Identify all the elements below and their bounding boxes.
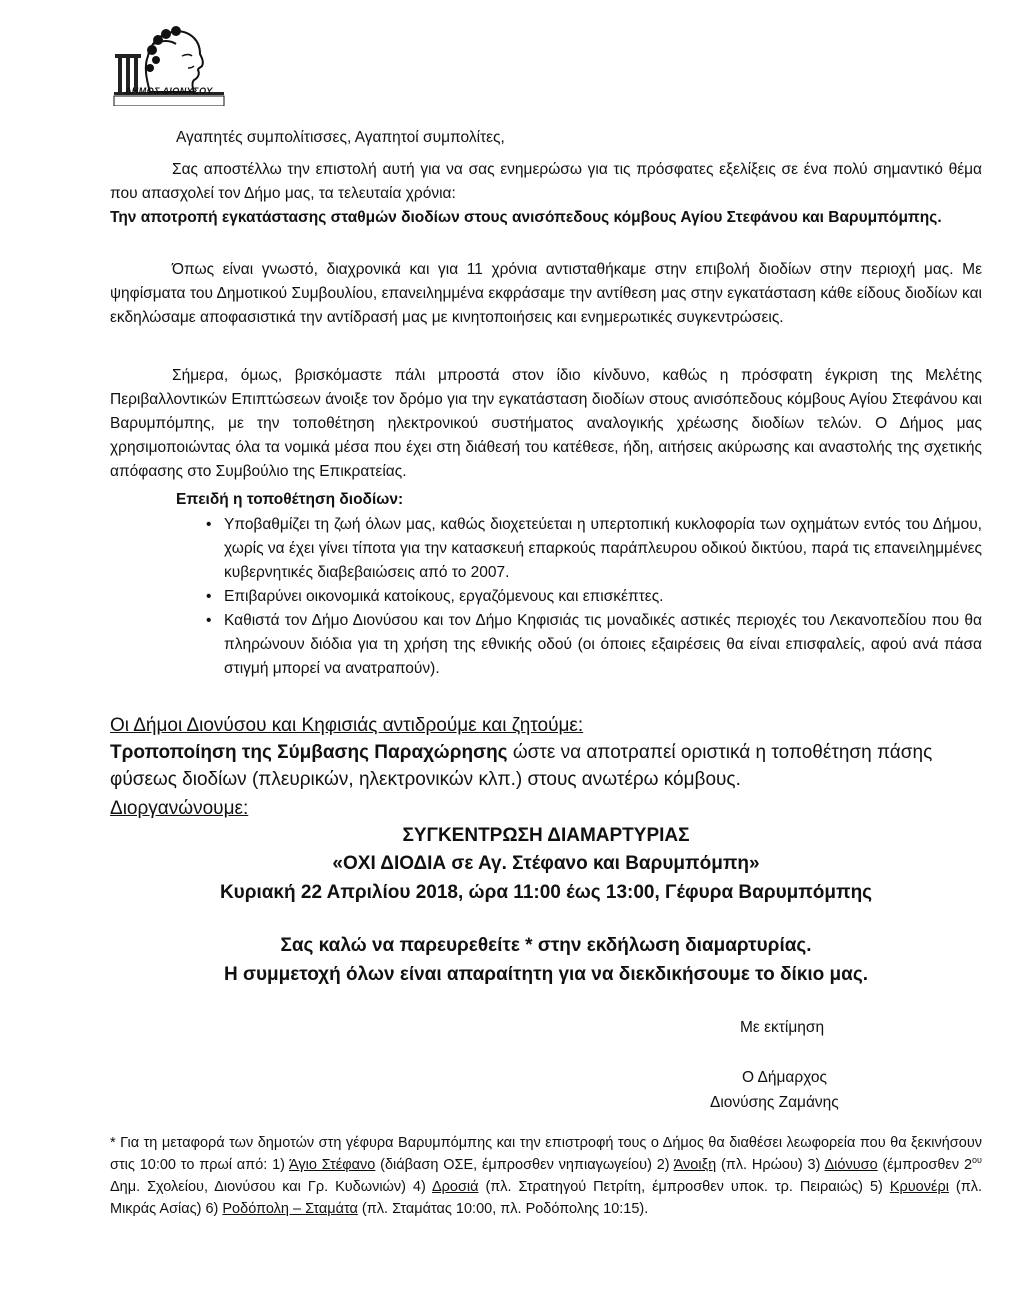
list-item-text: Καθιστά τον Δήμο Διονύσου και τον Δήμο Κηφισιάς τις μοναδικές αστικές περιοχές του Λεκανοπεδίου που θα πληρώνουν διόδια για τη χρήση της εθνικής οδού (οι όποιες εξαιρέσεις θα είναι επισφαλείς, αφού ανά πάσα στιγμή μπορεί να ανατραπούν).: [224, 612, 982, 677]
stop-anoixi: Άνοιξη: [673, 1157, 717, 1173]
logo-caption: ΔΗΜΟΣ ΔΙΟΝΥΣΟΥ: [125, 86, 213, 96]
signature-role: Ο Δήμαρχος: [742, 1069, 828, 1086]
greeting: Αγαπητές συμπολίτισσες, Αγαπητοί συμπολίτες,: [176, 129, 505, 146]
history-paragraph: Όπως είναι γνωστό, διαχρονικά και για 11 χρόνια αντισταθήκαμε στην επιβολή διοδίων στην περιοχή μας. Με ψηφίσματα του Δημοτικού Συμβουλίου, επανειλημμένα εκφράσαμε την αντίθεση μας στην εγκατάσταση κάθε είδους διοδίων και εκδηλώσαμε αποφασιστικά την αντίδρασή μας με κινητοποιήσεις και ενημερωτικές συγκεντρώσεις.: [110, 261, 982, 326]
footnote-text: * Για τη μεταφορά των δημοτών στη γέφυρα Βαρυμπόμπης και την επιστροφή τους ο Δήμος θα διαθέσει λεωφορεία που θα ξεκινήσουν στις 10:00 το πρωί από: 1): [110, 1135, 982, 1173]
list-item: [206, 585, 982, 609]
event-when-where: Κυριακή 22 Απριλίου 2018, ώρα 11:00 έως 13:00, Γέφυρα Βαρυμπόμπης: [219, 882, 873, 903]
footnote-text: (πλ. Μικράς Ασίας) 6): [110, 1179, 983, 1217]
footnote: [110, 1132, 982, 1220]
demand-bold-text: Τροποποίηση της Σύμβασης Παραχώρησης: [110, 742, 508, 763]
demand-heading: Οι Δήμοι Διονύσου και Κηφισιάς αντιδρούμε και ζητούμε:: [110, 715, 584, 736]
bullet-icon: •: [206, 516, 212, 533]
stop-drosia: Δροσιά: [431, 1179, 479, 1195]
list-item-text: Υποβαθμίζει τη ζωή όλων μας, καθώς διοχετεύεται η υπερτοπική κυκλοφορία των οχημάτων εντός του Δήμου, χωρίς να έχει γίνει τίποτα για την κατασκευή επαρκούς παράπλευρου οδικού δικτύου, παρά τις επανειλημμένες κυβερνητικές διαβεβαιώσεις από το 2007.: [224, 516, 982, 581]
event-invite: Σας καλώ να παρευρεθείτε * στην εκδήλωση διαμαρτυρίας.: [280, 935, 812, 956]
demand-rest-text: ώστε να αποτραπεί οριστικά η τοποθέτηση πάσης φύσεως διοδίων (πλευρικών, ηλεκτρονικών κλπ.) στους ανωτέρω κόμβους.: [110, 742, 933, 790]
organize-heading: Διοργανώνουμε:: [110, 798, 249, 819]
footnote-text: (πλ. Ηρώου) 3): [716, 1157, 825, 1173]
list-item-text: Επιβαρύνει οικονομικά κατοίκους, εργαζόμενους και επισκέπτες.: [224, 588, 664, 605]
bullet-icon: •: [206, 612, 212, 629]
event-slogan: «ΟΧΙ ΔΙΟΔΙΑ σε Αγ. Στέφανο και Βαρυμπόμπη»: [332, 853, 760, 874]
footnote-text: (έμπροσθεν 2: [877, 1157, 973, 1173]
footnote-text: Δημ. Σχολείου, Διονύσου και Γρ. Κυδωνιών) 4): [110, 1179, 432, 1195]
demand-paragraph: [110, 739, 982, 793]
list-item: [206, 513, 982, 585]
intro-text: Σας αποστέλλω την επιστολή αυτή για να σας ενημερώσω για τις πρόσφατες εξελίξεις σε ένα πολύ σημαντικό θέμα που απασχολεί τον Δήμο μας, τα τελευταία χρόνια:: [110, 161, 982, 202]
footnote-text: (διάβαση ΟΣΕ, έμπροσθεν νηπιαγωγείου) 2): [375, 1157, 674, 1173]
stop-rodopoli-stamata: Ροδόπολη – Σταμάτα: [222, 1201, 358, 1217]
current-situation-paragraph: Σήμερα, όμως, βρισκόμαστε πάλι μπροστά στον ίδιο κίνδυνο, καθώς η πρόσφατη έγκριση της Μελέτης Περιβαλλοντικών Επιπτώσεων άνοιξε τον δρόμο για την εγκατάσταση διοδίων στους ανισόπεδους κόμβους Αγίου Στεφάνου και Βαρυμπόμπης, με την τοποθέτηση ηλεκτρονικού συστήματος αναλογικής χρέωσης διοδίων τελών. Ο Δήμος μας χρησιμοποιώντας όλα τα νομικά μέσα που έχει στη διάθεσή του κατέθεσε, ήδη, αιτήσεις ακύρωσης και αναστολής της σχετικής απόφασης στο Συμβούλιο της Επικρατείας.: [110, 367, 982, 480]
signature-name: Διονύσης Ζαμάνης: [710, 1094, 839, 1111]
why-heading: Επειδή η τοποθέτηση διοδίων:: [176, 491, 404, 508]
event-title: ΣΥΓΚΕΝΤΡΩΣΗ ΔΙΑΜΑΡΤΥΡΙΑΣ: [402, 825, 690, 846]
stop-dionysos: Διόνυσο: [824, 1157, 878, 1173]
intro-bold-text: Την αποτροπή εγκατάστασης σταθμών διοδίων στους ανισόπεδους κόμβους Αγίου Στεφάνου και Βαρυμπόμπης.: [110, 209, 942, 226]
footnote-text: (πλ. Σταμάτας 10:00, πλ. Ροδόπολης 10:15).: [357, 1201, 649, 1217]
signature-closing: Με εκτίμηση: [740, 1019, 825, 1036]
stop-agios-stefanos: Άγιο Στέφανο: [289, 1157, 376, 1173]
bullet-icon: •: [206, 588, 212, 605]
stop-kryoneri: Κρυονέρι: [889, 1179, 949, 1195]
intro-paragraph: [110, 158, 982, 230]
reasons-list: [206, 513, 982, 681]
footnote-superscript: ου: [972, 1155, 982, 1166]
footnote-text: (πλ. Στρατηγού Πετρίτη, έμπροσθεν υποκ. τρ. Πειραιώς) 5): [478, 1179, 890, 1195]
event-participation: Η συμμετοχή όλων είναι απαραίτητη για να διεκδικήσουμε το δίκιο μας.: [223, 964, 869, 985]
list-item: [206, 609, 982, 681]
